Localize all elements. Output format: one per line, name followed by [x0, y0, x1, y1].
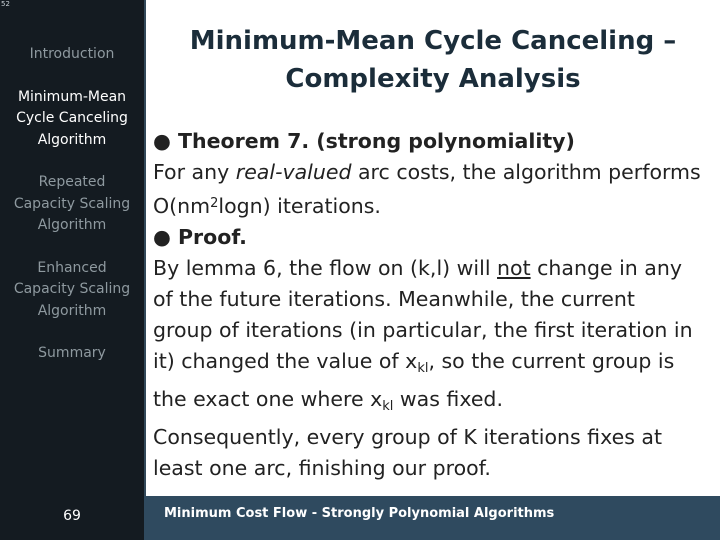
- footer-title: Minimum Cost Flow - Strongly Polynomial Algorithms: [164, 506, 555, 521]
- proof-line: group of iterations (in particular, the first iteration in: [153, 318, 693, 342]
- underlined-text: not: [497, 256, 531, 280]
- theorem-line: [153, 157, 717, 188]
- sidebar-item-label: Minimum-Mean: [17, 88, 127, 105]
- slide-body: [153, 126, 717, 484]
- text-run: O(nm: [153, 194, 211, 218]
- corner-label: 52: [1, 0, 10, 8]
- sidebar-item-label: Capacity Scaling: [13, 195, 131, 212]
- text-run: the exact one where x: [153, 387, 383, 411]
- sidebar-item-label: Introduction: [29, 46, 115, 62]
- sidebar-item-label: Algorithm: [37, 131, 107, 148]
- sidebar-item-label: Cycle Canceling: [16, 110, 128, 126]
- sidebar: [0, 0, 146, 496]
- sidebar-item-label: Capacity Scaling: [13, 281, 131, 297]
- sidebar-item-label: Enhanced: [37, 259, 107, 276]
- sidebar-item-introduction[interactable]: [0, 44, 144, 66]
- sidebar-item-enhanced-capacity-scaling[interactable]: [0, 258, 144, 323]
- superscript: 2: [210, 196, 219, 211]
- text-run: arc costs, the algorithm performs: [351, 160, 701, 184]
- proof-heading: [153, 222, 717, 253]
- proof-label: Proof.: [178, 225, 247, 249]
- text-run: it) changed the value of x: [153, 349, 418, 373]
- proof-line: [153, 346, 717, 384]
- sidebar-item-minimum-mean-cycle-canceling[interactable]: [0, 87, 144, 152]
- page-number: 69: [0, 496, 144, 540]
- proof-line: of the future iterations. Meanwhile, the current: [153, 287, 635, 311]
- text-run: was fixed.: [393, 387, 503, 411]
- text-run: By lemma 6, the flow on (k,l) will: [153, 256, 498, 280]
- sidebar-item-label: Summary: [38, 345, 106, 361]
- theorem-heading: [153, 126, 717, 157]
- sidebar-item-label: Repeated: [38, 174, 106, 190]
- slide-footer: [0, 496, 720, 540]
- slide-title-line: Minimum-Mean Cycle Canceling –: [189, 26, 677, 56]
- subscript: kl: [417, 361, 429, 376]
- proof-line: [153, 384, 717, 422]
- proof-line: Consequently, every group of K iterations fixes at: [153, 425, 662, 449]
- sidebar-item-label: Algorithm: [37, 217, 107, 233]
- sidebar-item-summary[interactable]: [0, 343, 144, 365]
- theorem-line: [153, 188, 717, 222]
- sidebar-nav: [0, 44, 144, 386]
- sidebar-item-label: Algorithm: [37, 302, 107, 319]
- bullet-icon: ●: [153, 129, 171, 153]
- slide-content: [146, 0, 720, 496]
- bullet-icon: ●: [153, 225, 171, 249]
- sidebar-item-repeated-capacity-scaling[interactable]: [0, 172, 144, 237]
- text-run: change in any: [530, 256, 682, 280]
- slide-title: [146, 22, 720, 98]
- proof-line: least one arc, finishing our proof.: [153, 456, 491, 480]
- proof-line: [153, 253, 717, 284]
- italic-text: real-valued: [235, 160, 352, 184]
- subscript: kl: [382, 399, 394, 414]
- text-run: , so the current group is: [428, 349, 675, 373]
- text-run: logn) iterations.: [218, 194, 381, 218]
- theorem-label: Theorem 7. (strong polynomiality): [178, 129, 575, 153]
- slide-title-line: Complexity Analysis: [285, 64, 581, 94]
- text-run: For any: [153, 160, 236, 184]
